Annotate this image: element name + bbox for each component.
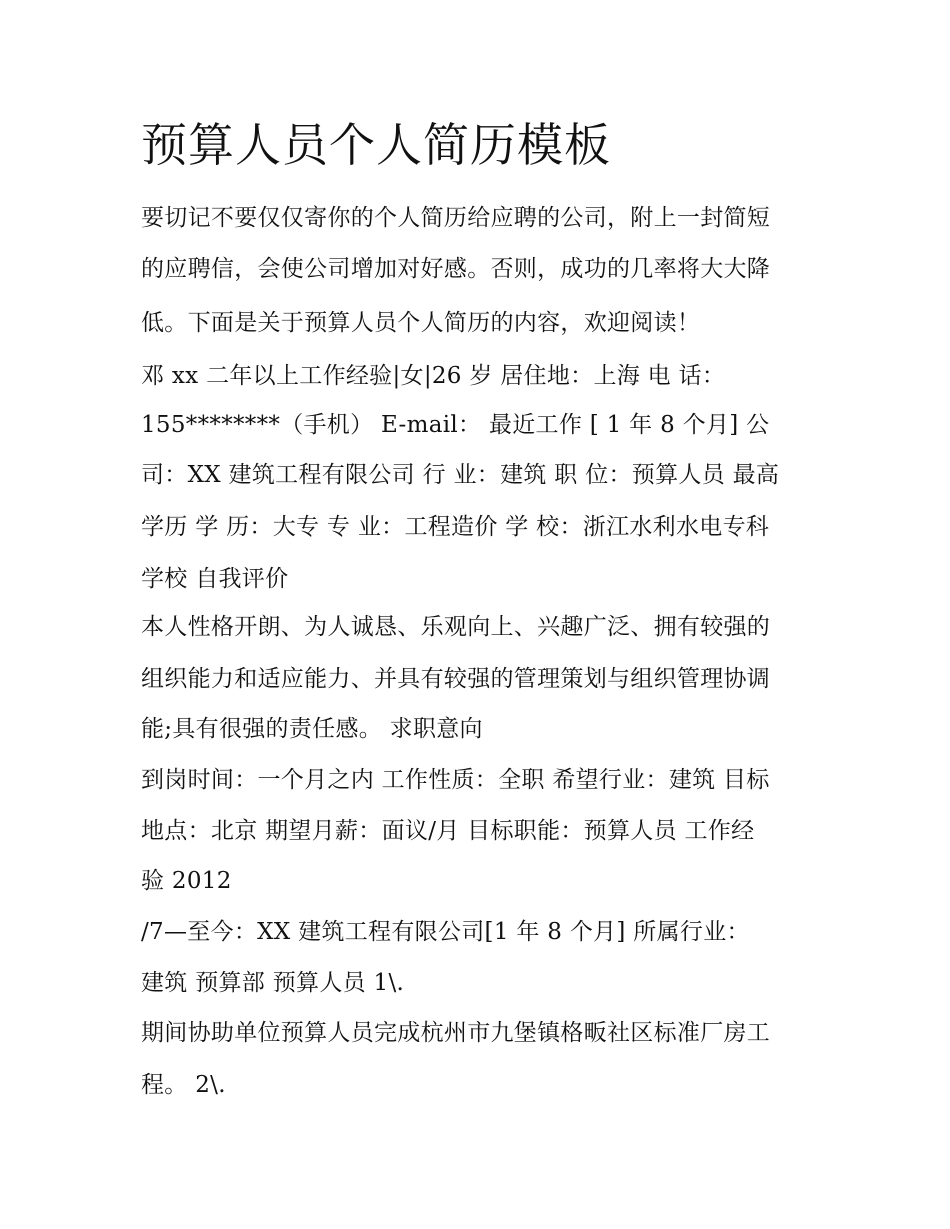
body-line-4: 邓 xx 二年以上工作经验|女|26 岁 居住地：上海 电 话： — [141, 363, 726, 389]
body-line-3: 低。下面是关于预算人员个人简历的内容，欢迎阅读！ — [141, 310, 701, 336]
body-line-2: 的应聘信，会使公司增加对好感。否则，成功的几率将大大降 — [141, 256, 771, 282]
body-line-15: /7—至今：XX 建筑工程有限公司[1 年 8 个月] 所属行业： — [141, 919, 750, 945]
body-line-14: 验 2012 — [141, 868, 232, 894]
body-line-11: 能;具有很强的责任感。 求职意向 — [141, 716, 483, 742]
body-line-5: 155********（手机） E-mail： 最近工作 [ 1 年 8 个月] 公 — [141, 412, 770, 438]
body-line-13: 地点：北京 期望月薪：面议/月 目标职能：预算人员 工作经 — [141, 818, 755, 844]
body-line-8: 学校 自我评价 — [141, 566, 289, 592]
body-line-10: 组织能力和适应能力、并具有较强的管理策划与组织管理协调 — [141, 666, 771, 692]
body-line-6: 司：XX 建筑工程有限公司 行 业：建筑 职 位：预算人员 最高 — [141, 462, 780, 488]
body-line-17: 期间协助单位预算人员完成杭州市九堡镇格畈社区标准厂房工 — [141, 1020, 771, 1046]
body-line-7: 学历 学 历：大专 专 业：工程造价 学 校：浙江水利水电专科 — [141, 514, 770, 540]
document-title: 预算人员个人简历模板 — [141, 118, 611, 172]
body-line-16: 建筑 预算部 预算人员 1\. — [141, 970, 405, 996]
body-line-1: 要切记不要仅仅寄你的个人简历给应聘的公司，附上一封简短 — [141, 205, 771, 231]
body-line-18: 程。 2\. — [141, 1072, 226, 1098]
body-line-9: 本人性格开朗、为人诚恳、乐观向上、兴趣广泛、拥有较强的 — [141, 614, 771, 640]
body-line-12: 到岗时间：一个月之内 工作性质：全职 希望行业：建筑 目标 — [141, 767, 770, 793]
